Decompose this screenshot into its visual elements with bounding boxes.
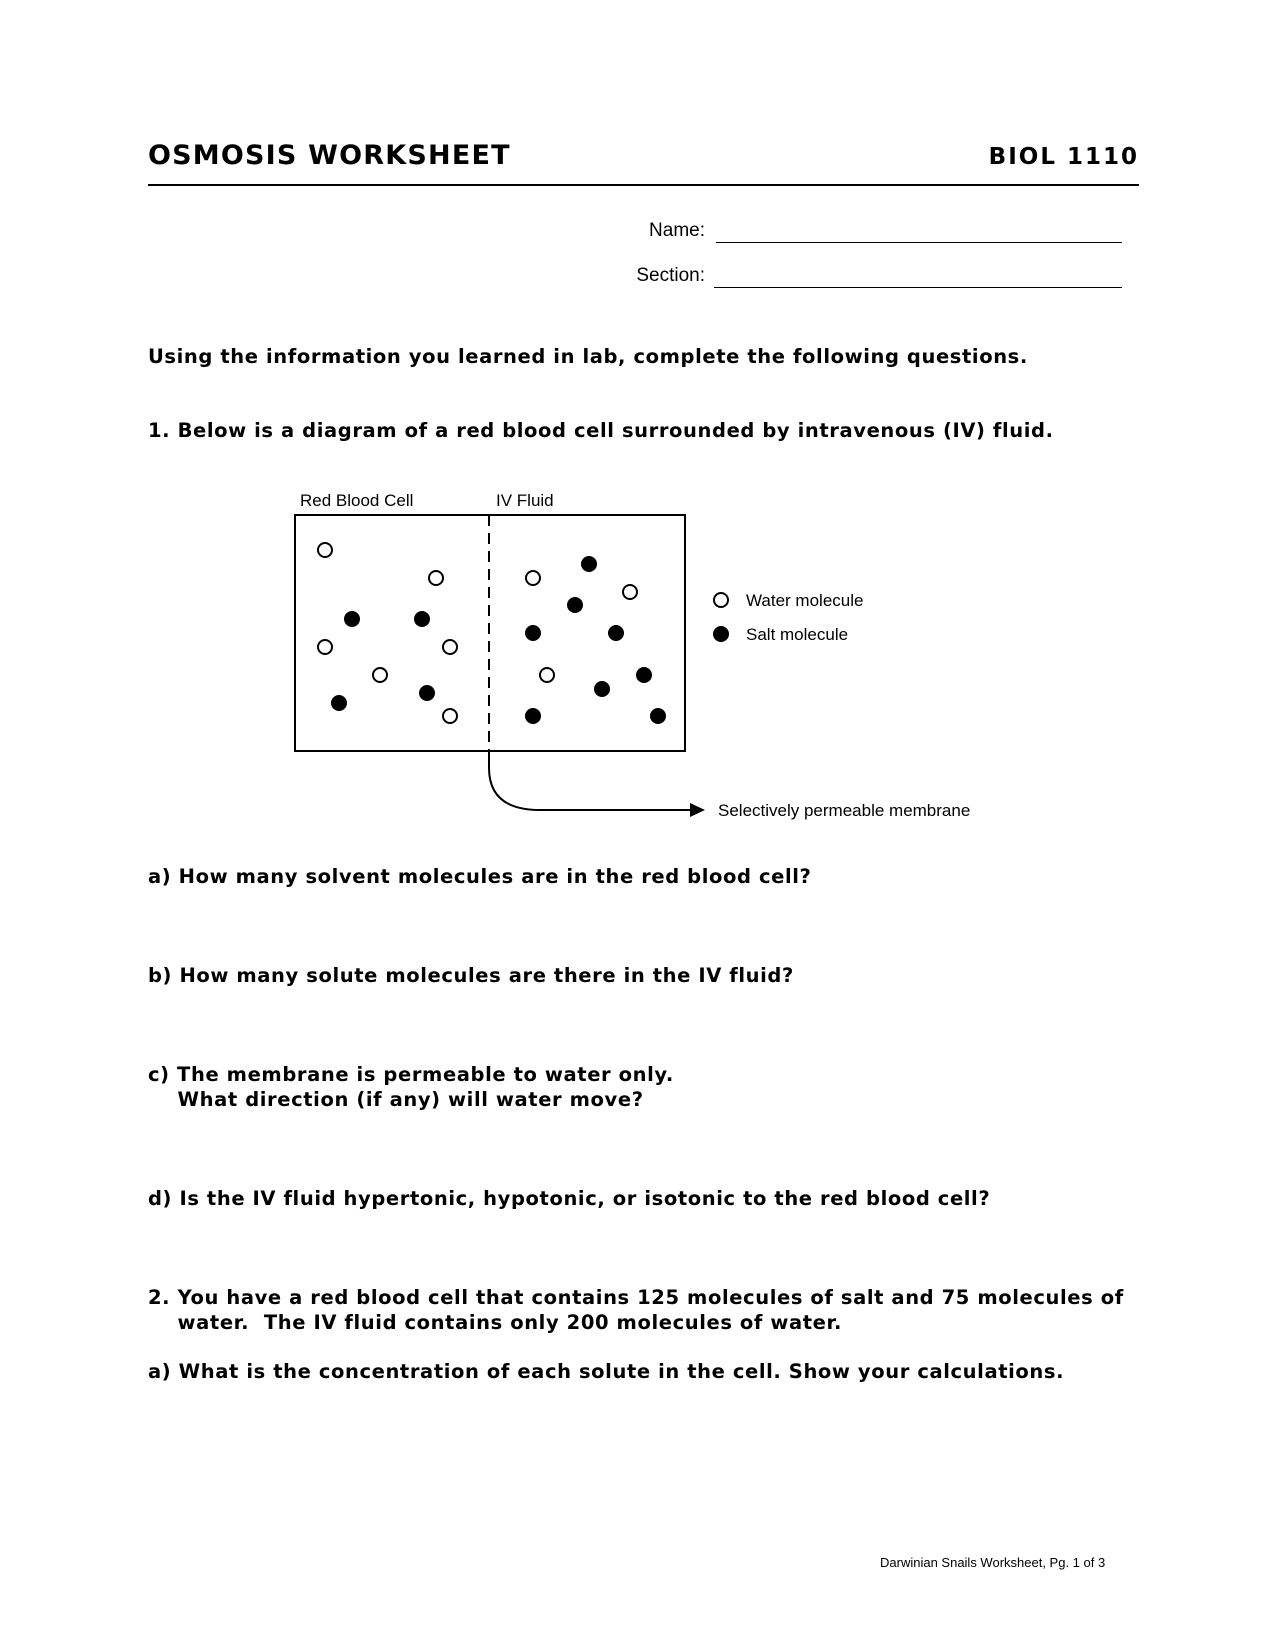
membrane-arrow-line bbox=[489, 751, 690, 810]
question-2-line1: 2. You have a red blood cell that contains 125 molecules of salt and 75 molecules of bbox=[148, 1286, 1124, 1309]
water-molecule bbox=[429, 571, 443, 585]
question-2a: a) What is the concentration of each solute in the cell. Show your calculations. bbox=[148, 1360, 1065, 1383]
water-molecule bbox=[318, 640, 332, 654]
course-code: BIOL 1110 bbox=[988, 144, 1139, 170]
salt-molecule bbox=[636, 667, 652, 683]
water-molecule bbox=[540, 668, 554, 682]
water-molecule bbox=[443, 709, 457, 723]
question-1d: d) Is the IV fluid hypertonic, hypotonic, or isotonic to the red blood cell? bbox=[148, 1187, 991, 1210]
question-1c-line1: c) The membrane is permeable to water only. bbox=[148, 1063, 674, 1086]
salt-molecule bbox=[414, 611, 430, 627]
salt-molecule bbox=[608, 625, 624, 641]
salt-molecule bbox=[525, 708, 541, 724]
intro-text: Using the information you learned in lab, complete the following questions. bbox=[148, 345, 1028, 368]
question-2-line2: water. The IV fluid contains only 200 molecules of water. bbox=[148, 1311, 842, 1334]
salt-molecule bbox=[419, 685, 435, 701]
page-footer: Darwinian Snails Worksheet, Pg. 1 of 3 bbox=[880, 1555, 1106, 1570]
question-1-prompt: 1. Below is a diagram of a red blood cell surrounded by intravenous (IV) fluid. bbox=[148, 419, 1054, 442]
legend-water-label: Water molecule bbox=[746, 591, 864, 610]
section-label: Section: bbox=[636, 265, 705, 286]
question-1c-line2: What direction (if any) will water move? bbox=[148, 1088, 644, 1111]
legend-salt-label: Salt molecule bbox=[746, 625, 849, 644]
salt-molecule bbox=[344, 611, 360, 627]
salt-molecule bbox=[581, 556, 597, 572]
membrane-label: Selectively permeable membrane bbox=[718, 801, 971, 820]
iv-fluid-label: IV Fluid bbox=[496, 491, 554, 510]
legend-salt-icon bbox=[713, 626, 729, 642]
salt-molecule bbox=[594, 681, 610, 697]
water-molecule bbox=[526, 571, 540, 585]
water-molecule bbox=[318, 543, 332, 557]
arrow-head-icon bbox=[690, 803, 705, 817]
question-1b: b) How many solute molecules are there in the IV fluid? bbox=[148, 964, 794, 987]
salt-molecule bbox=[567, 597, 583, 613]
water-molecule bbox=[623, 585, 637, 599]
salt-molecule bbox=[650, 708, 666, 724]
name-label: Name: bbox=[649, 220, 705, 241]
salt-molecule bbox=[331, 695, 347, 711]
legend-water-icon bbox=[714, 593, 728, 607]
salt-molecule bbox=[525, 625, 541, 641]
worksheet-title: OSMOSIS WORKSHEET bbox=[148, 140, 511, 171]
red-blood-cell-label: Red Blood Cell bbox=[300, 491, 414, 510]
question-1a: a) How many solvent molecules are in the red blood cell? bbox=[148, 865, 812, 888]
water-molecule bbox=[443, 640, 457, 654]
water-molecule bbox=[373, 668, 387, 682]
